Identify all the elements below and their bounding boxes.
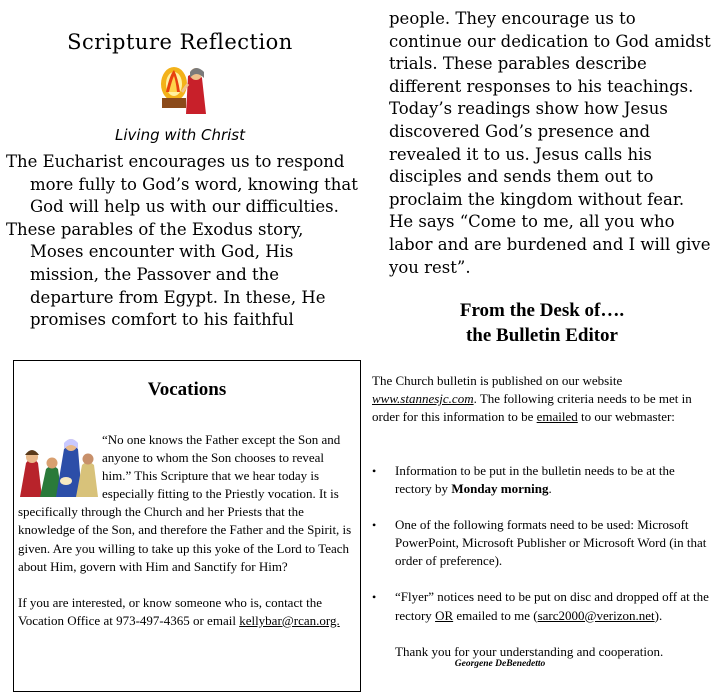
bullet-dot-icon: • <box>372 590 377 605</box>
bulletin-intro-b: . The following criteria needs to be met in order for this information to be <box>372 391 692 425</box>
vocations-spacer <box>18 576 356 594</box>
bullet-dot-icon: • <box>372 518 377 533</box>
editor-signature: Georgene DeBenedetto <box>454 659 546 669</box>
reflection-title: Scripture Reflection <box>67 30 293 54</box>
vocations-contact-text: If you are interested, or know someone who is, contact the Vocation Office at 973-497-4365 or email <box>18 594 322 628</box>
criteria-1-end: . <box>548 481 552 497</box>
bulletin-intro-c: to our webmaster: <box>577 409 675 425</box>
bulletin-criteria-list <box>372 462 714 643</box>
criteria-3-text-b: emailed to me ( <box>453 607 538 623</box>
reflection-paragraph-2: These parables of the Exodus story, Moses encounter with God, His mission, the Passover and the departure from Egypt. In these, He promises comfort to his faithful <box>6 219 326 330</box>
criteria-3-text: “Flyer” notices need to be put on disc and dropped off at the rectory <box>395 589 709 623</box>
bulletin-criteria-item <box>372 462 714 498</box>
desk-heading <box>372 298 712 348</box>
reflection-text-left <box>6 151 362 332</box>
vocations-email-link[interactable]: kellybar@rcan.org. <box>239 612 340 628</box>
bulletin-criteria-item <box>372 588 714 624</box>
bulletin-intro <box>372 372 714 426</box>
reflection-subtitle: Living with Christ <box>115 126 245 144</box>
bullet-dot-icon: • <box>372 464 377 478</box>
desk-heading-line-2: the Bulletin Editor <box>465 325 618 346</box>
bulletin-criteria-item <box>372 516 714 570</box>
bulletin-intro-a: The Church bulletin is published on our website <box>372 373 623 388</box>
criteria-1-text: Information to be put in the bulletin needs to be at the rectory by <box>395 463 675 497</box>
vocations-box <box>13 360 361 692</box>
vocations-contact <box>18 594 356 630</box>
reflection-text-right <box>389 8 711 279</box>
criteria-3-end: ). <box>654 607 663 623</box>
holy-family-illustration <box>18 435 98 497</box>
desk-heading-line-1: From the Desk of…. <box>459 300 625 321</box>
editor-email-link[interactable]: sarc2000@verizon.net <box>537 607 655 623</box>
bulletin-website-link[interactable]: www.stannesjc.com <box>372 391 474 407</box>
vocations-body <box>18 431 356 630</box>
moses-burning-bush-illustration <box>158 62 210 114</box>
criteria-1-deadline: Monday morning <box>451 481 549 497</box>
criteria-2-text: One of the following formats need to be used: Microsoft PowerPoint, Microsoft Publisher or Microsoft Word (in that order of preference). <box>395 517 707 569</box>
bulletin-thanks: Thank you for your understanding and cooperation. <box>395 644 664 659</box>
reflection-paragraph-1: The Eucharist encourages us to respond more fully to God’s word, knowing that God will help us with our difficulties. <box>6 152 358 217</box>
vocations-title: Vocations <box>147 379 227 400</box>
reflection-continuation: people. They encourage us to continue our dedication to God amidst trials. These parables describe different responses to his teachings. Today’s readings show how Jesus discovered God’s presence and revealed it to us. Jesus calls his disciples and sends them out to proclaim the kingdom without fear. He says “Come to me, all you who labor and are burdened and I will give you rest”. <box>389 9 711 277</box>
bulletin-emailed-link[interactable]: emailed <box>536 409 578 425</box>
vocations-text: “No one knows the Father except the Son and anyone to whom the Son chooses to reveal him.” This Scripture that we hear today is especially fitting to the Priestly vocation. It is specifically through the Church and her Priests that the knowledge of the Son, and therefore the Father and the Spirit, is given. Are you willing to take up this yoke of the Lord to Teach about Him, govern with Him and Sanctify for Him? <box>18 432 352 574</box>
criteria-3-or: OR <box>435 607 454 623</box>
